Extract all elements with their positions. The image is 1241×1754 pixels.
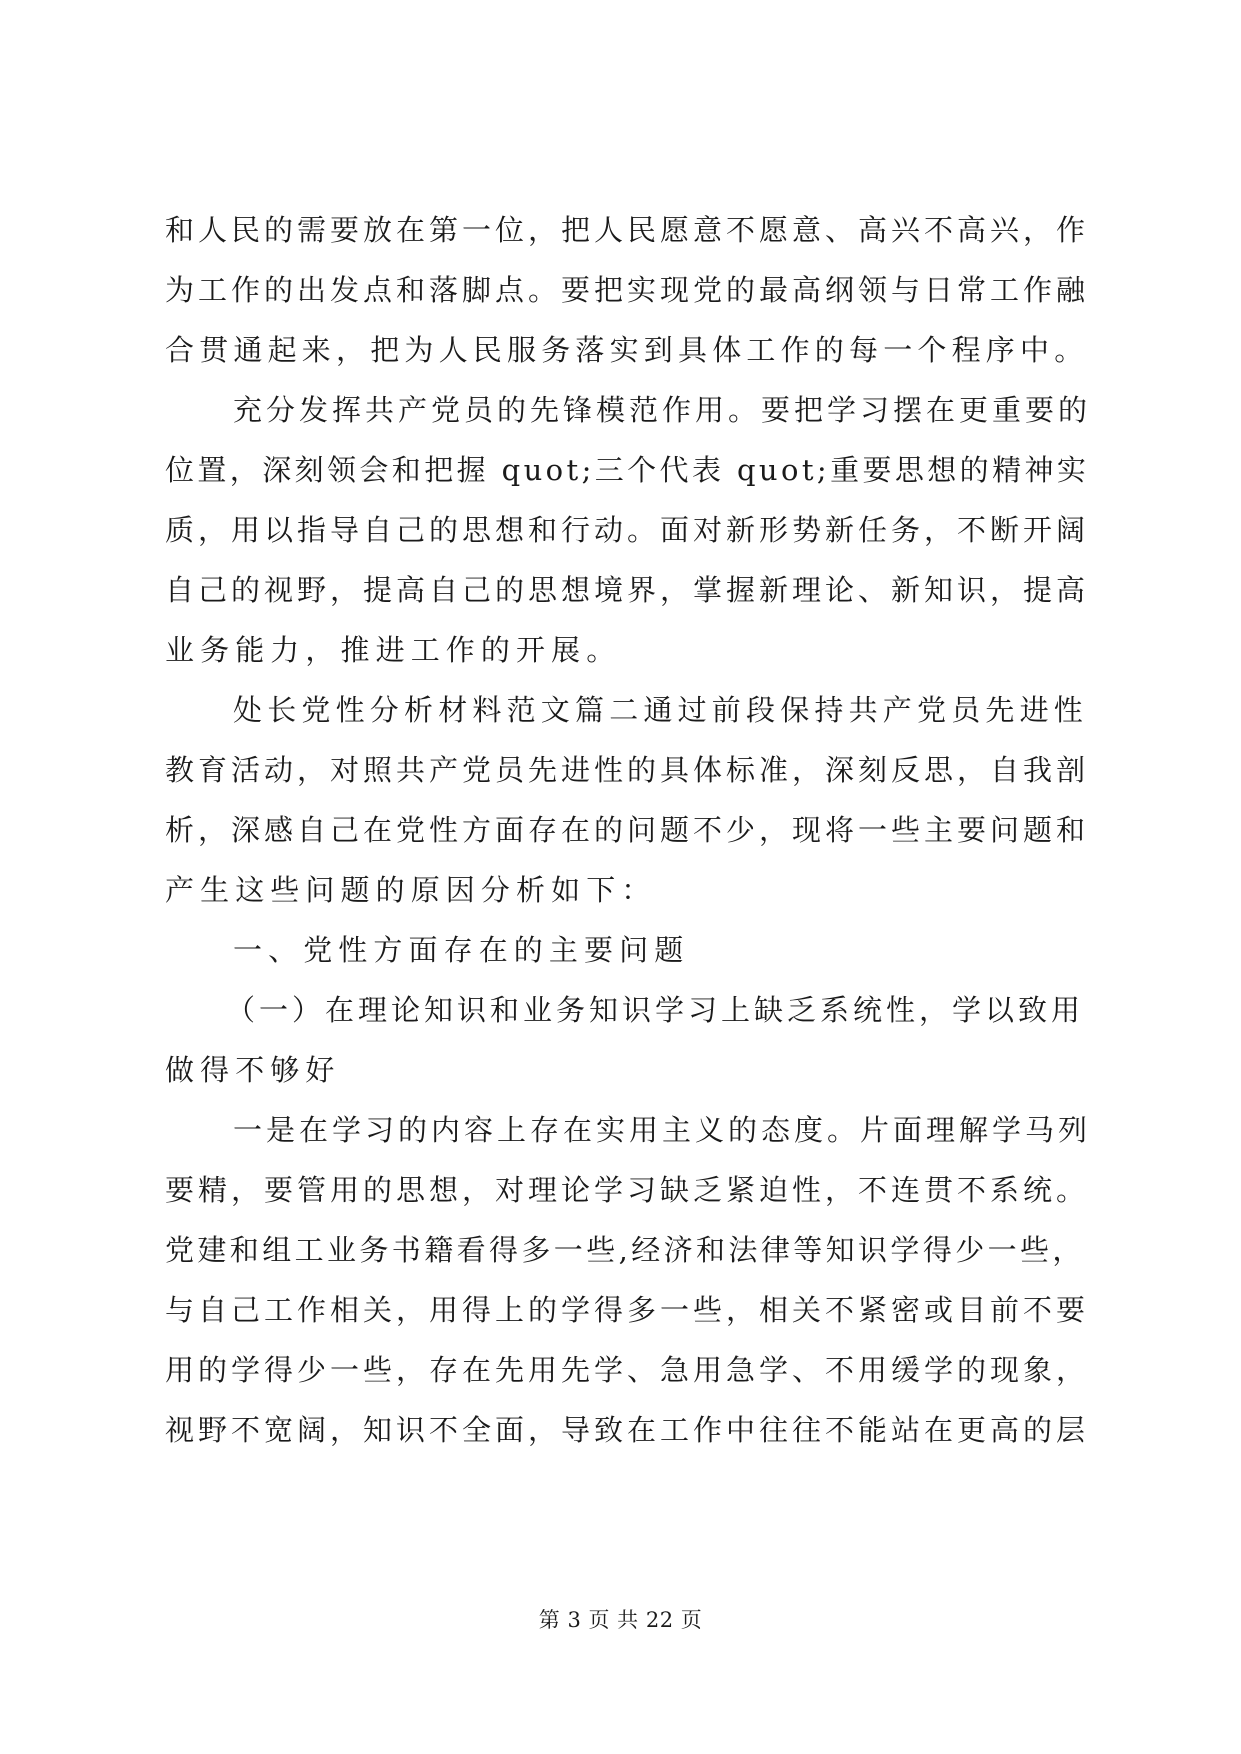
text-line: 用的学得少一些，存在先用先学、急用急学、不用缓学的现象， [165, 1353, 1090, 1387]
text-line: 质，用以指导自己的思想和行动。面对新形势新任务，不断开阔 [165, 513, 1090, 547]
text-line: 教育活动，对照共产党员先进性的具体标准，深刻反思，自我剖 [165, 753, 1090, 787]
text-line: 要精，要管用的思想，对理论学习缺乏紧迫性，不连贯不系统。 [165, 1173, 1090, 1207]
text-line: 位置，深刻领会和把握 quot;三个代表 quot;重要思想的精神实 [165, 453, 1090, 487]
paragraph-first-line: 处长党性分析材料范文篇二通过前段保持共产党员先进性 [233, 693, 1089, 727]
text-line: 和人民的需要放在第一位，把人民愿意不愿意、高兴不高兴，作 [165, 213, 1090, 247]
paragraph-first-line: 充分发挥共产党员的先锋模范作用。要把学习摆在更重要的 [233, 393, 1092, 427]
text-line: 合贯通起来，把为人民服务落实到具体工作的每一个程序中。 [165, 333, 1089, 367]
section-heading: 一、党性方面存在的主要问题 [233, 933, 690, 967]
text-line: 做得不够好 [165, 1053, 341, 1087]
text-line: 产生这些问题的原因分析如下： [165, 873, 657, 907]
text-line: 为工作的出发点和落脚点。要把实现党的最高纲领与日常工作融 [165, 273, 1090, 307]
text-line: 自己的视野，提高自己的思想境界，掌握新理论、新知识，提高 [165, 573, 1090, 607]
page-number-footer: 第 3 页 共 22 页 [538, 1608, 703, 1632]
text-line: 业务能力，推进工作的开展。 [165, 633, 622, 667]
text-line: 与自己工作相关，用得上的学得多一些，相关不紧密或目前不要 [165, 1293, 1090, 1327]
text-line: 党建和组工业务书籍看得多一些,经济和法律等知识学得少一些， [165, 1233, 1085, 1267]
text-line: 视野不宽阔，知识不全面，导致在工作中往往不能站在更高的层 [165, 1413, 1090, 1447]
paragraph-first-line: 一是在学习的内容上存在实用主义的态度。片面理解学马列 [233, 1113, 1092, 1147]
text-line: 析，深感自己在党性方面存在的问题不少，现将一些主要问题和 [165, 813, 1090, 847]
subsection-heading: （一）在理论知识和业务知识学习上缺乏系统性，学以致用 [226, 993, 1085, 1027]
